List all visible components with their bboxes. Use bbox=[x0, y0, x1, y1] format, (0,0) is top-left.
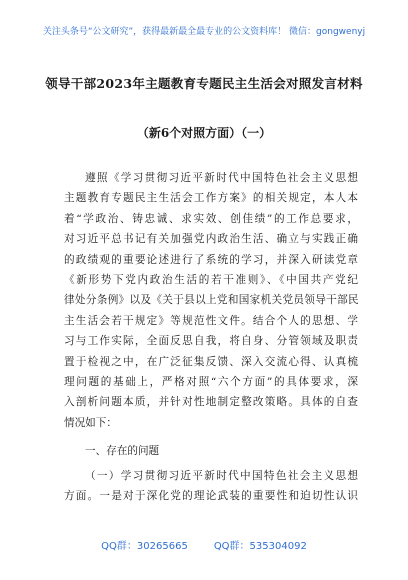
qq-group-label: QQ群：30265665 bbox=[101, 541, 188, 552]
text-line: 情况如下： bbox=[64, 416, 117, 429]
text-line: 方面。一是对于深化党的理论武装的重要性和迫切性认识 bbox=[64, 490, 358, 503]
text-line: 《新形势下党内政治生活的若干准则》、《中国共产党纪 bbox=[64, 273, 358, 286]
qq-group-label-2: QQ群：535304092 bbox=[213, 541, 307, 552]
section-heading: 一、存在的问题 bbox=[85, 445, 160, 457]
text-line: 置于检视之中，在广泛征集反馈、深入交流心得、认真梳 bbox=[64, 355, 358, 368]
footer-contact bbox=[0, 537, 408, 552]
text-line: 主生活会若干规定》等规范性文件。结合个人的思想、学 bbox=[64, 314, 358, 327]
header-note: 关注头条号“公文研究”，获得最新最全最专业的公文资料库！ 微信：gongwenyj bbox=[42, 27, 366, 37]
text-line: 着“学政治、铸忠诚、求实效、创佳绩”的工作总要求， bbox=[64, 212, 358, 225]
document-title: 领导干部2023年主题教育专题民主生活会对照发言材料 bbox=[45, 76, 363, 91]
text-line: 律处分条例》以及《关于县以上党和国家机关党员领导干部民 bbox=[64, 294, 358, 307]
text-line: 理问题的基础上，严格对照“六个方面”的具体要求，深 bbox=[64, 375, 358, 388]
text-line: 主题教育专题民主生活会工作方案》的相关规定，本人本 bbox=[64, 192, 358, 205]
text-line: （一）学习贯彻习近平新时代中国特色社会主义思想 bbox=[85, 470, 358, 482]
text-line: 遵照《学习贯彻习近平新时代中国特色社会主义思想 bbox=[85, 172, 358, 184]
text-line: 对习近平总书记有关加强党内政治生活、确立与实践正确 bbox=[64, 233, 358, 246]
intro-paragraph bbox=[64, 168, 358, 433]
section-paragraph bbox=[64, 466, 358, 507]
text-line: 入剖析问题本质，并针对性地制定整改策略。具体的自查 bbox=[64, 396, 358, 409]
text-line: 的政绩观的重要论述进行了系统的学习，并深入研读党章 bbox=[64, 253, 358, 266]
document-subtitle: （新6个对照方面）（一） bbox=[136, 126, 272, 140]
text-line: 习与工作实际，全面反思自我，将自身、分管领域及职责 bbox=[64, 335, 358, 348]
